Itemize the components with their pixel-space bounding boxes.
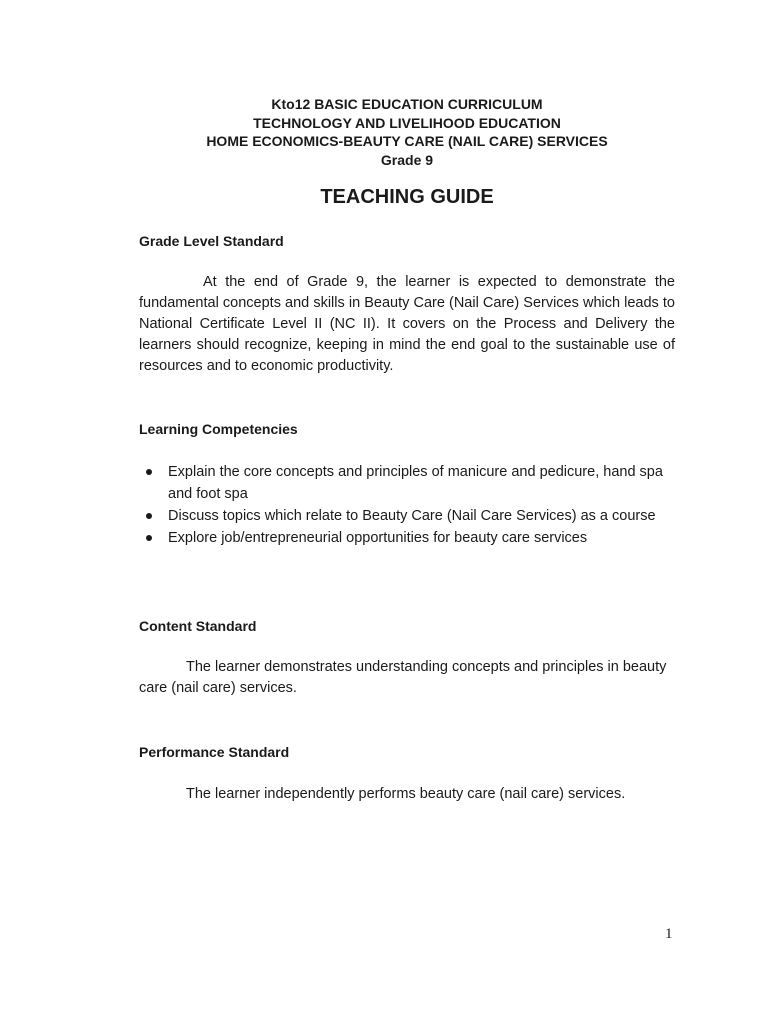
list-item-text: Discuss topics which relate to Beauty Care (Nail Care Services) as a course: [168, 508, 656, 524]
bullet-icon: [146, 535, 152, 541]
list-item: [139, 461, 679, 505]
list-item: [139, 527, 679, 549]
grade-level-standard-text: At the end of Grade 9, the learner is expected to demonstrate the fundamental concepts and skills in Beauty Care (Nail Care) Services which leads to National Certificate Level II (NC II). It covers on the Process and Delivery the learners should recognize, keeping in mind the end goal to the sustainable use of resources and to economic productivity.: [139, 274, 675, 374]
list-item-text: Explain the core concepts and principles of manicure and pedicure, hand spa and foot spa: [168, 464, 663, 502]
page-title: TEACHING GUIDE: [320, 186, 494, 208]
list-item: [139, 505, 679, 527]
content-standard-text: The learner demonstrates understanding concepts and principles in beauty care (nail care) services.: [139, 659, 667, 696]
curriculum-title: Kto12 BASIC EDUCATION CURRICULUM: [271, 96, 543, 112]
content-standard-heading: Content Standard: [139, 618, 257, 634]
performance-standard-text: The learner independently performs beauty care (nail care) services.: [186, 786, 626, 802]
learning-competencies-list: [139, 461, 679, 549]
bullet-icon: [146, 469, 152, 475]
page-number: 1: [665, 926, 673, 942]
course-title: HOME ECONOMICS-BEAUTY CARE (NAIL CARE) SERVICES: [206, 133, 608, 149]
subject-title: TECHNOLOGY AND LIVELIHOOD EDUCATION: [253, 114, 561, 131]
list-item-text: Explore job/entrepreneurial opportunities for beauty care services: [168, 530, 588, 546]
learning-competencies-heading: Learning Competencies: [139, 421, 298, 437]
grade-level-standard-heading: Grade Level Standard: [139, 233, 284, 249]
document-header: [0, 95, 768, 169]
grade-label: Grade 9: [380, 151, 434, 168]
performance-standard-heading: Performance Standard: [139, 744, 290, 760]
bullet-icon: [146, 513, 152, 519]
